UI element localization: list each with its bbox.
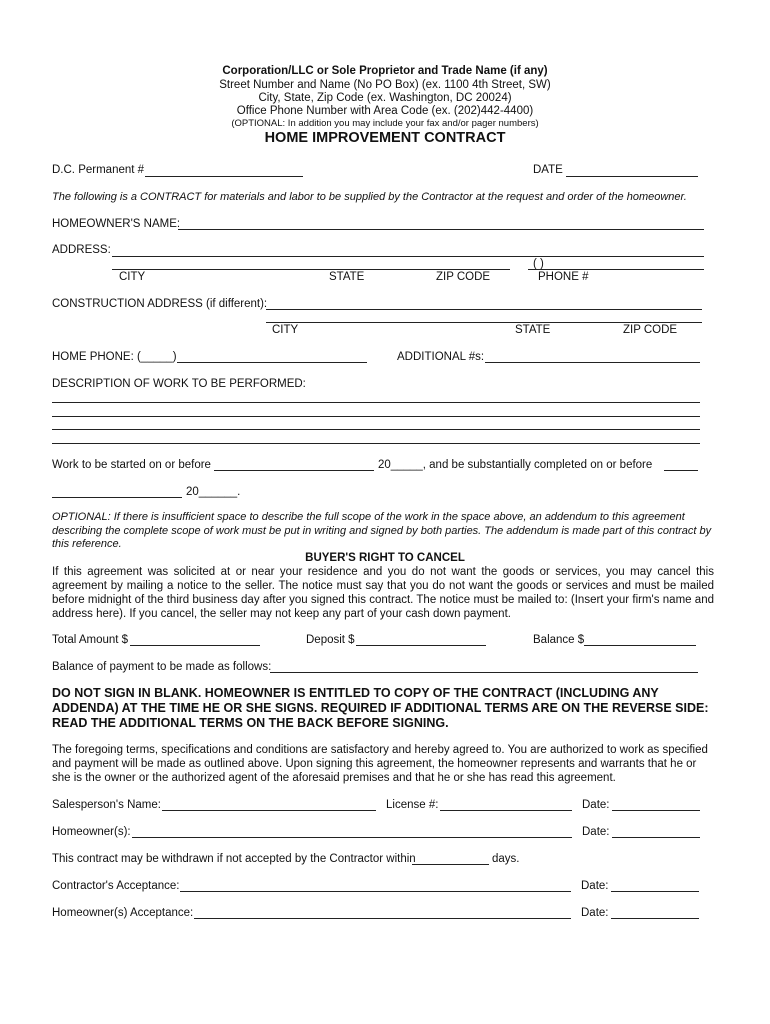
homeowner-acceptance-date-label: Date: [581, 907, 609, 919]
cancel-heading: BUYER'S RIGHT TO CANCEL [305, 552, 465, 564]
additional-numbers-label: ADDITIONAL #s: [397, 351, 485, 363]
total-amount-label: Total Amount $ [52, 634, 129, 646]
description-line[interactable] [52, 443, 700, 444]
description-line[interactable] [52, 429, 700, 430]
sign-warning: DO NOT SIGN IN BLANK. HOMEOWNER IS ENTITLED TO COPY OF THE CONTRACT (INCLUDING ANY ADDENDA) AT THE TIME HE OR SHE SIGNS. REQUIRED IF ADDITIONAL TERMS ARE ON THE REVERSE SIDE: READ THE ADDITIONAL TERMS ON THE BACK BEFORE SIGNING. [52, 686, 709, 730]
contractor-date-field[interactable] [611, 891, 699, 892]
homeowners-label: Homeowner(s): [52, 826, 131, 838]
date-field[interactable] [566, 176, 698, 177]
header-street-line: Street Number and Name (No PO Box) (ex. 1100 4th Street, SW) [219, 79, 551, 91]
additional-numbers-field[interactable] [485, 362, 700, 363]
work-completion-year-label: 20______. [186, 486, 241, 498]
header-phone-line: Office Phone Number with Area Code (ex. (202)442-4400) [236, 105, 534, 117]
homeowners-date-field[interactable] [612, 837, 700, 838]
balance-field[interactable] [584, 645, 696, 646]
address-label: ADDRESS: [52, 244, 111, 256]
total-amount-field[interactable] [130, 645, 260, 646]
homeowners-field[interactable] [132, 837, 572, 838]
work-start-field[interactable] [214, 470, 374, 471]
contractor-date-label: Date: [581, 880, 609, 892]
deposit-field[interactable] [356, 645, 486, 646]
description-line[interactable] [52, 402, 700, 403]
withdrawn-days-field[interactable] [412, 864, 489, 865]
home-phone-label: HOME PHONE: (_____) [52, 351, 177, 363]
contractor-acceptance-label: Contractor's Acceptance: [52, 880, 180, 892]
homeowner-acceptance-date-field[interactable] [611, 918, 699, 919]
address-field[interactable] [112, 256, 704, 257]
home-phone-field[interactable] [177, 362, 367, 363]
optional-addendum-note: OPTIONAL: If there is insufficient space to describe the full scope of the work in the space above, an addendum to this agreement describing the complete scope of work must be put in writing and signed by both parties. The addendum is made part of this contract by this reference. [52, 511, 712, 550]
contractor-acceptance-field[interactable] [180, 891, 571, 892]
work-completion-field[interactable] [664, 470, 698, 471]
balance-note-label: Balance of payment to be made as follows: [52, 661, 272, 673]
homeowners-date-label: Date: [582, 826, 610, 838]
withdrawn-label: This contract may be withdrawn if not accepted by the Contractor within [52, 853, 416, 865]
work-start-label: Work to be started on or before [52, 459, 211, 471]
work-completion-label: 20_____, and be substantially completed on or before [378, 459, 653, 471]
work-completion-field-2[interactable] [52, 497, 182, 498]
contract-intro: The following is a CONTRACT for materials and labor to be supplied by the Contractor at the request and order of the homeowner. [52, 191, 687, 203]
phone-area-code: ( ) [533, 258, 544, 270]
construction-city-label: CITY [272, 324, 299, 336]
dc-permanent-field[interactable] [145, 176, 303, 177]
salesperson-date-field[interactable] [612, 810, 700, 811]
salesperson-label: Salesperson's Name: [52, 799, 161, 811]
balance-note-field[interactable] [270, 672, 698, 673]
header-optional-line: (OPTIONAL: In addition you may include your fax and/or pager numbers) [231, 118, 539, 129]
header-company-line: Corporation/LLC or Sole Proprietor and Trade Name (if any) [222, 65, 548, 77]
cancel-body: If this agreement was solicited at or near your residence and you do not want the goods or services, you may cancel this agreement by mailing a notice to the seller. The notice must say that you do not want the goods or services and must be mailed before midnight of the third business day after you signed this contract. The notice must be mailed to: (Insert your firm's name and address here). If you cancel, the seller may not keep any part of your cash down payment. [52, 566, 714, 620]
homeowner-acceptance-field[interactable] [194, 918, 571, 919]
page-title: HOME IMPROVEMENT CONTRACT [264, 130, 506, 146]
date-label: DATE [533, 164, 563, 176]
balance-label: Balance $ [533, 634, 585, 646]
construction-state-label: STATE [515, 324, 551, 336]
header-city-line: City, State, Zip Code (ex. Washington, DC 20024) [258, 92, 512, 104]
city-label: CITY [119, 271, 146, 283]
salesperson-field[interactable] [162, 810, 376, 811]
license-field[interactable] [440, 810, 572, 811]
agreement-paragraph: The foregoing terms, specifications and conditions are satisfactory and hereby agreed to. You are authorized to work as specified and payment will be made as outlined above. Upon signing this agreement, the homeowner represents and warrants that he or she is the owner or the authorized agent of the aforesaid premises and that he or she has read this agreement. [52, 744, 708, 784]
homeowner-name-label: HOMEOWNER'S NAME: [52, 218, 181, 230]
phone-label: PHONE # [538, 271, 589, 283]
salesperson-date-label: Date: [582, 799, 610, 811]
zip-label: ZIP CODE [436, 271, 491, 283]
description-line[interactable] [52, 416, 700, 417]
withdrawn-days-label: days. [492, 853, 520, 865]
construction-zip-label: ZIP CODE [623, 324, 678, 336]
dc-permanent-label: D.C. Permanent # [52, 164, 145, 176]
deposit-label: Deposit $ [306, 634, 355, 646]
homeowner-name-field[interactable] [178, 229, 704, 230]
construction-address-label: CONSTRUCTION ADDRESS (if different): [52, 298, 268, 310]
license-label: License #: [386, 799, 439, 811]
state-label: STATE [329, 271, 365, 283]
homeowner-acceptance-label: Homeowner(s) Acceptance: [52, 907, 194, 919]
description-label: DESCRIPTION OF WORK TO BE PERFORMED: [52, 378, 306, 390]
construction-address-field[interactable] [266, 309, 702, 310]
